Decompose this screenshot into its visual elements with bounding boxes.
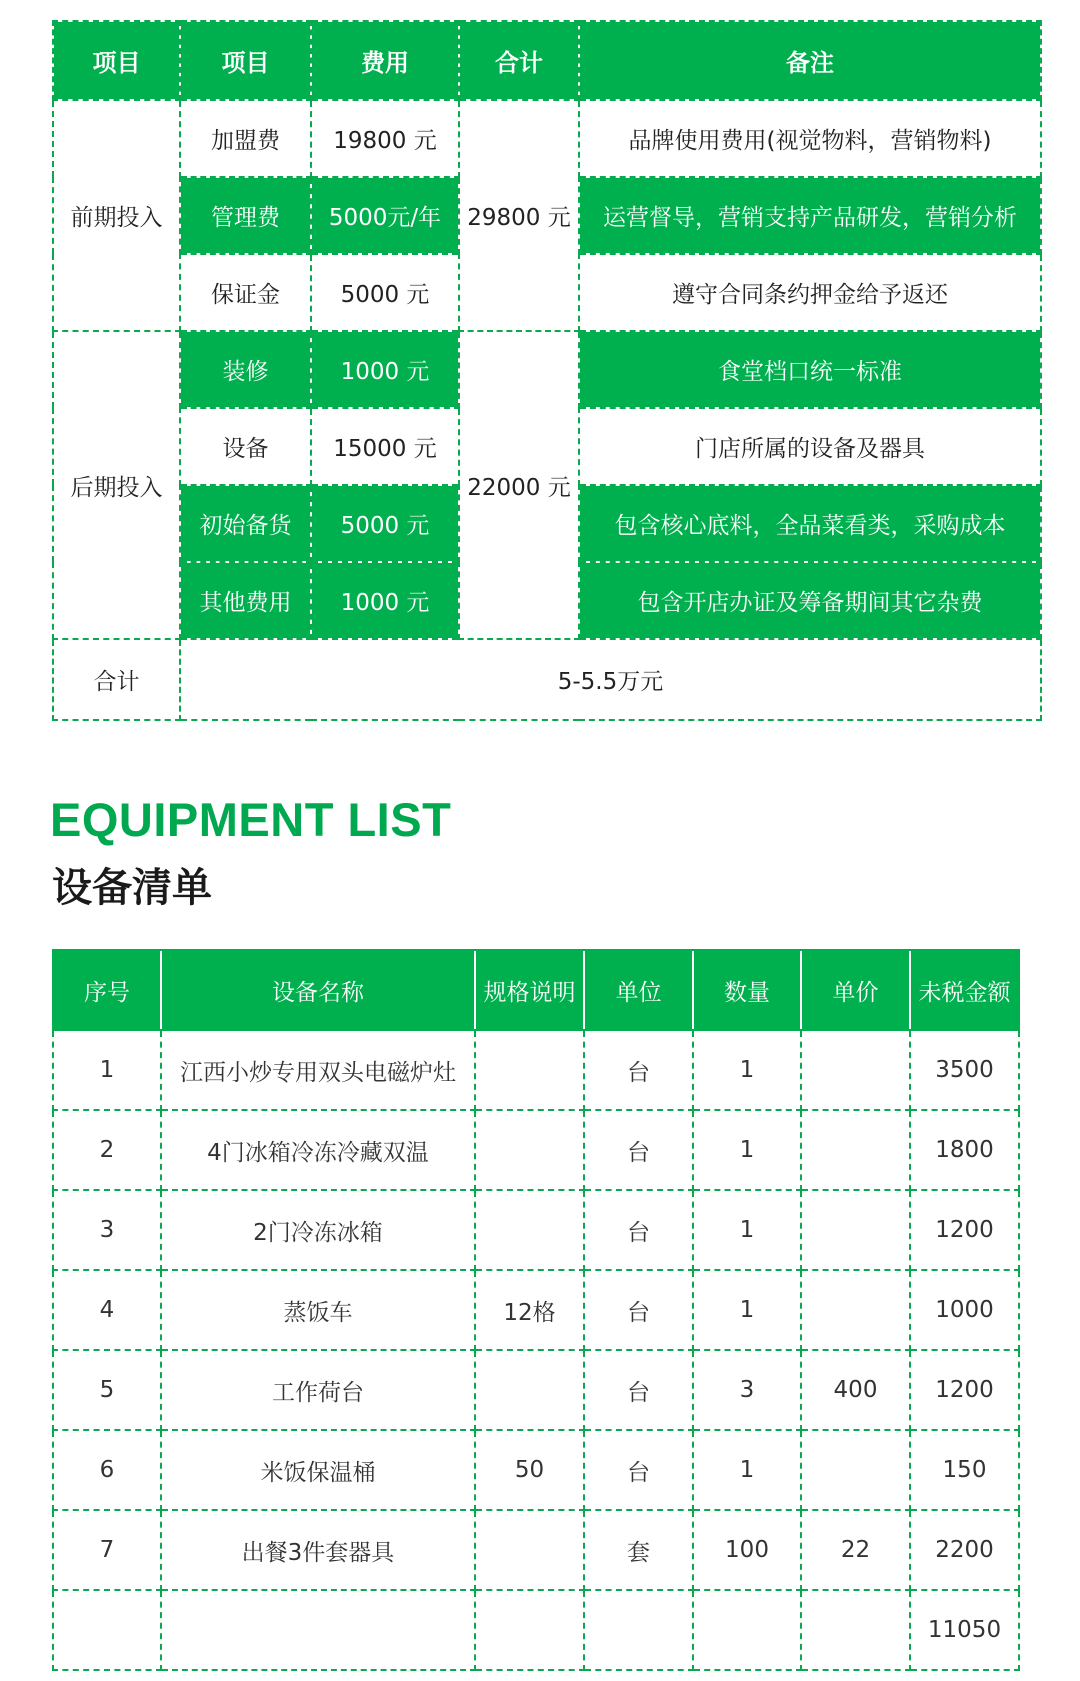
- cost-note: 食堂档口统一标准: [579, 331, 1041, 408]
- cost-item: 初始备货: [180, 485, 311, 562]
- cell-price: 22: [801, 1510, 910, 1590]
- cost-item: 保证金: [180, 254, 311, 331]
- cell-spec: [475, 1110, 584, 1190]
- grand-total-value: 5-5.5万元: [180, 639, 1041, 720]
- cell-spec: [475, 1510, 584, 1590]
- cost-fee: 5000 元: [311, 254, 459, 331]
- cell-qty: 1: [693, 1430, 801, 1510]
- cell-name: 出餐3件套器具: [161, 1510, 475, 1590]
- cell-name: 蒸饭车: [161, 1270, 475, 1350]
- header-spec: 规格说明: [475, 950, 584, 1030]
- header-item: 项目: [180, 21, 311, 100]
- cell-empty: [161, 1590, 475, 1670]
- cell-empty: [584, 1590, 693, 1670]
- cell-no: 3: [53, 1190, 161, 1270]
- cell-name: 4门冰箱冷冻冷藏双温: [161, 1110, 475, 1190]
- cell-name: 工作荷台: [161, 1350, 475, 1430]
- cell-name: 2门冷冻冰箱: [161, 1190, 475, 1270]
- cell-price: [801, 1110, 910, 1190]
- cell-unit: 台: [584, 1030, 693, 1110]
- cost-note: 包含开店办证及筹备期间其它杂费: [579, 562, 1041, 639]
- cell-spec: 50: [475, 1430, 584, 1510]
- cell-amount: 1000: [910, 1270, 1019, 1350]
- cost-item: 加盟费: [180, 100, 311, 177]
- header-no: 序号: [53, 950, 161, 1030]
- cell-price: 400: [801, 1350, 910, 1430]
- subtotal-early: 29800 元: [459, 100, 579, 331]
- cost-fee: 1000 元: [311, 562, 459, 639]
- header-subtotal: 合计: [459, 21, 579, 100]
- cell-spec: 12格: [475, 1270, 584, 1350]
- header-category: 项目: [53, 21, 180, 100]
- cell-spec: [475, 1350, 584, 1430]
- cell-price: [801, 1270, 910, 1350]
- cost-total-row: [53, 639, 1041, 720]
- equipment-total-amount: 11050: [910, 1590, 1019, 1670]
- cell-no: 7: [53, 1510, 161, 1590]
- cell-amount: 2200: [910, 1510, 1019, 1590]
- cell-empty: [53, 1590, 161, 1670]
- cell-name: 米饭保温桶: [161, 1430, 475, 1510]
- cell-qty: 3: [693, 1350, 801, 1430]
- cell-no: 2: [53, 1110, 161, 1190]
- cell-qty: 1: [693, 1190, 801, 1270]
- category-early: 前期投入: [53, 100, 180, 331]
- header-note: 备注: [579, 21, 1041, 100]
- section-title-en: EQUIPMENT LIST: [50, 793, 452, 846]
- category-late: 后期投入: [53, 331, 180, 639]
- cell-empty: [801, 1590, 910, 1670]
- header-unit: 单位: [584, 950, 693, 1030]
- cost-item: 其他费用: [180, 562, 311, 639]
- cost-item: 管理费: [180, 177, 311, 254]
- table-row: [53, 1030, 1019, 1110]
- cost-note: 运营督导，营销支持产品研发，营销分析: [579, 177, 1041, 254]
- cost-note: 品牌使用费用(视觉物料，营销物料): [579, 100, 1041, 177]
- cost-note: 遵守合同条约押金给予返还: [579, 254, 1041, 331]
- section-title-cn: 设备清单: [52, 865, 212, 911]
- cell-qty: 1: [693, 1030, 801, 1110]
- cost-header-row: [53, 21, 1041, 100]
- cell-price: [801, 1190, 910, 1270]
- cell-unit: 台: [584, 1350, 693, 1430]
- cell-amount: 1800: [910, 1110, 1019, 1190]
- equipment-total-row: [53, 1590, 1019, 1670]
- cell-qty: 100: [693, 1510, 801, 1590]
- table-row: [53, 1510, 1019, 1590]
- header-name: 设备名称: [161, 950, 475, 1030]
- cost-item: 装修: [180, 331, 311, 408]
- cost-table: [52, 20, 1042, 721]
- cell-unit: 台: [584, 1110, 693, 1190]
- cost-fee: 1000 元: [311, 331, 459, 408]
- equipment-header-row: [53, 950, 1019, 1030]
- cost-fee: 19800 元: [311, 100, 459, 177]
- cell-empty: [693, 1590, 801, 1670]
- cost-fee: 5000元/年: [311, 177, 459, 254]
- table-row: [53, 1270, 1019, 1350]
- cell-no: 1: [53, 1030, 161, 1110]
- header-qty: 数量: [693, 950, 801, 1030]
- cell-price: [801, 1430, 910, 1510]
- cell-amount: 150: [910, 1430, 1019, 1510]
- cell-unit: 套: [584, 1510, 693, 1590]
- cell-empty: [475, 1590, 584, 1670]
- cost-note: 门店所属的设备及器具: [579, 408, 1041, 485]
- cost-fee: 5000 元: [311, 485, 459, 562]
- cell-unit: 台: [584, 1270, 693, 1350]
- cell-unit: 台: [584, 1190, 693, 1270]
- cell-amount: 3500: [910, 1030, 1019, 1110]
- table-row: [53, 1110, 1019, 1190]
- header-amount: 未税金额: [910, 950, 1019, 1030]
- cost-note: 包含核心底料，全品菜看类，采购成本: [579, 485, 1041, 562]
- cell-name: 江西小炒专用双头电磁炉灶: [161, 1030, 475, 1110]
- header-price: 单价: [801, 950, 910, 1030]
- header-fee: 费用: [311, 21, 459, 100]
- equipment-table: [52, 949, 1020, 1671]
- cell-qty: 1: [693, 1110, 801, 1190]
- subtotal-late: 22000 元: [459, 331, 579, 639]
- cost-row: [53, 100, 1041, 177]
- cell-no: 6: [53, 1430, 161, 1510]
- cell-spec: [475, 1190, 584, 1270]
- cell-spec: [475, 1030, 584, 1110]
- cell-no: 4: [53, 1270, 161, 1350]
- cell-price: [801, 1030, 910, 1110]
- cell-unit: 台: [584, 1430, 693, 1510]
- table-row: [53, 1430, 1019, 1510]
- cost-row: [53, 331, 1041, 408]
- cell-amount: 1200: [910, 1190, 1019, 1270]
- table-row: [53, 1350, 1019, 1430]
- cell-amount: 1200: [910, 1350, 1019, 1430]
- cell-qty: 1: [693, 1270, 801, 1350]
- table-row: [53, 1190, 1019, 1270]
- grand-total-label: 合计: [53, 639, 180, 720]
- cell-no: 5: [53, 1350, 161, 1430]
- cost-fee: 15000 元: [311, 408, 459, 485]
- cost-item: 设备: [180, 408, 311, 485]
